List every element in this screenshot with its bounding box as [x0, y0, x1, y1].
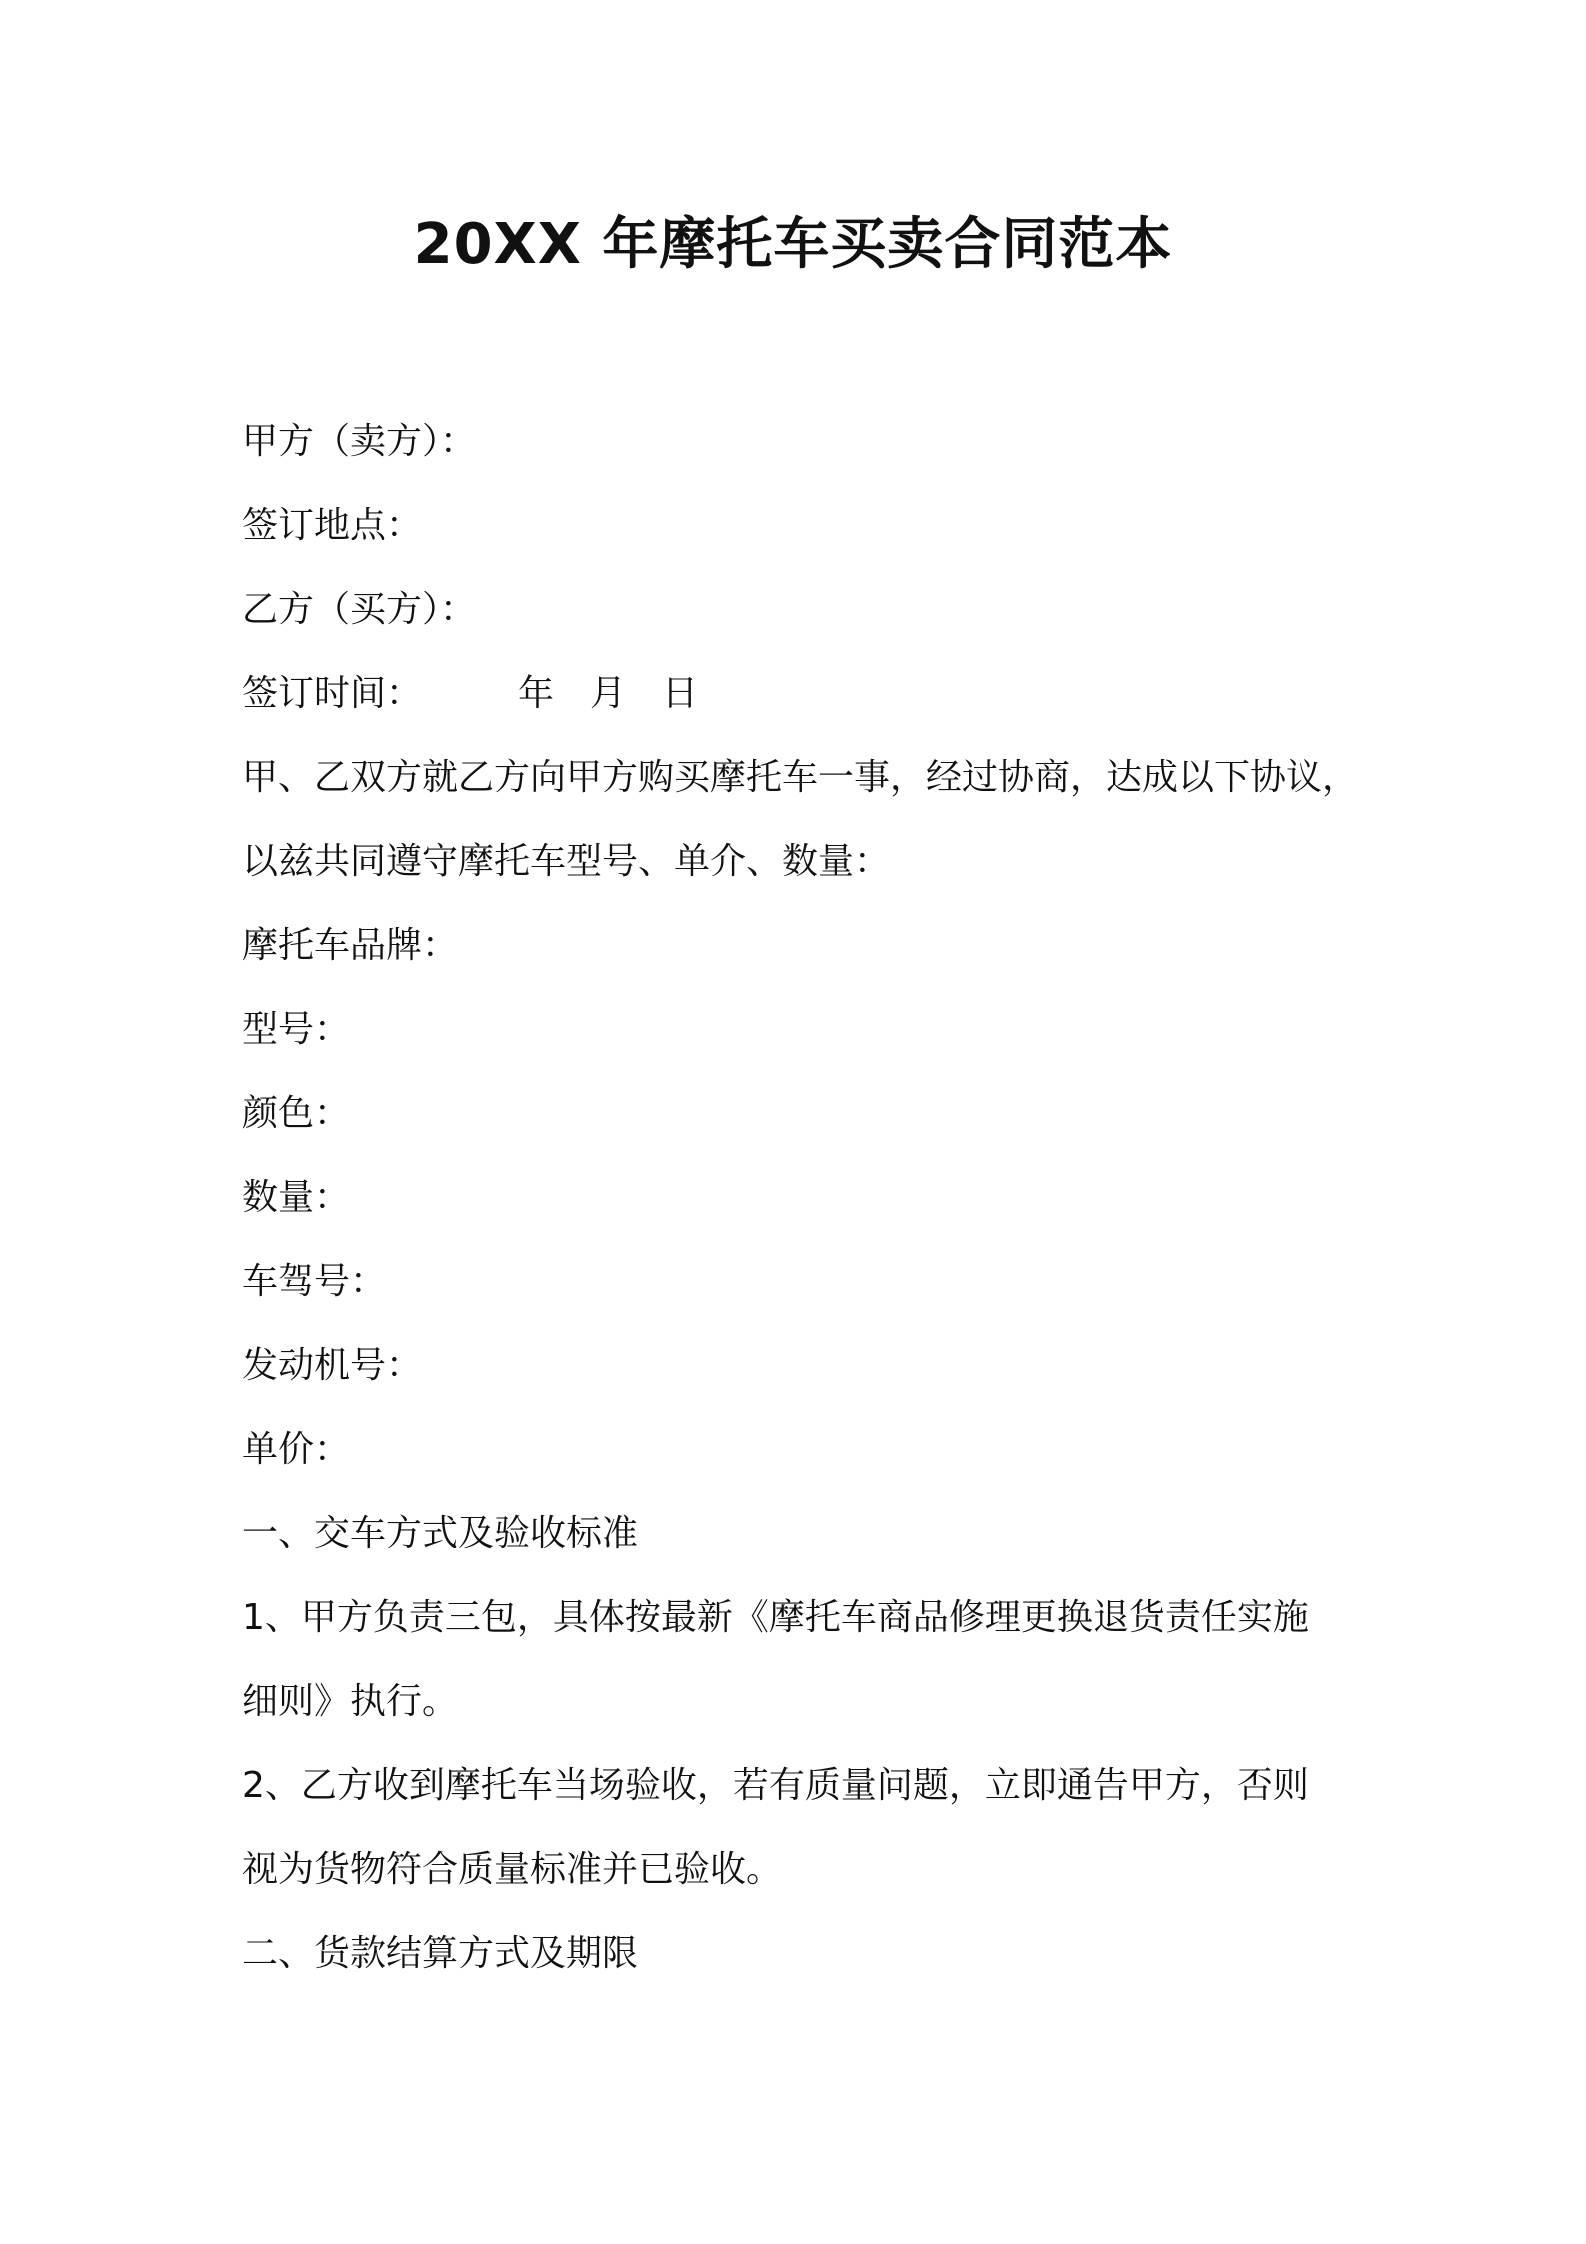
section-2-heading: 二、货款结算方式及期限	[242, 1933, 639, 1974]
day-label: 日	[662, 673, 699, 714]
intro-line-1: 甲、乙双方就乙方向甲方购买摩托车一事，经过协商，达成以下协议，	[242, 757, 1359, 798]
seller-line: 甲方（卖方）：	[242, 421, 477, 462]
buyer-line: 乙方（买方）：	[242, 589, 477, 630]
signing-place-line: 签订地点：	[242, 505, 423, 546]
clause-1-line-2: 细则》执行。	[242, 1681, 459, 1722]
signing-time-line	[242, 652, 1362, 736]
document-body	[242, 400, 1362, 1996]
unit-price-field: 单价：	[242, 1429, 351, 1470]
clause-1-line-1: 1、甲方负责三包，具体按最新《摩托车商品修理更换退货责任实施	[242, 1597, 1309, 1638]
section-1-heading: 一、交车方式及验收标准	[242, 1513, 639, 1554]
color-field: 颜色：	[242, 1093, 351, 1134]
model-field: 型号：	[242, 1009, 351, 1050]
clause-2-line-1: 2、乙方收到摩托车当场验收，若有质量问题，立即通告甲方，否则	[242, 1765, 1309, 1806]
engine-number-field: 发动机号：	[242, 1345, 423, 1386]
signing-time-label: 签订时间：	[242, 673, 423, 714]
quantity-field: 数量：	[242, 1177, 351, 1218]
document-title: 20XX 年摩托车买卖合同范本	[413, 212, 1173, 277]
brand-field: 摩托车品牌：	[242, 925, 459, 966]
month-label: 月	[590, 673, 627, 714]
frame-number-field: 车驾号：	[242, 1261, 387, 1302]
clause-2-line-2: 视为货物符合质量标准并已验收。	[242, 1849, 783, 1890]
year-label: 年	[518, 673, 555, 714]
intro-line-2: 以兹共同遵守摩托车型号、单介、数量：	[242, 841, 891, 882]
